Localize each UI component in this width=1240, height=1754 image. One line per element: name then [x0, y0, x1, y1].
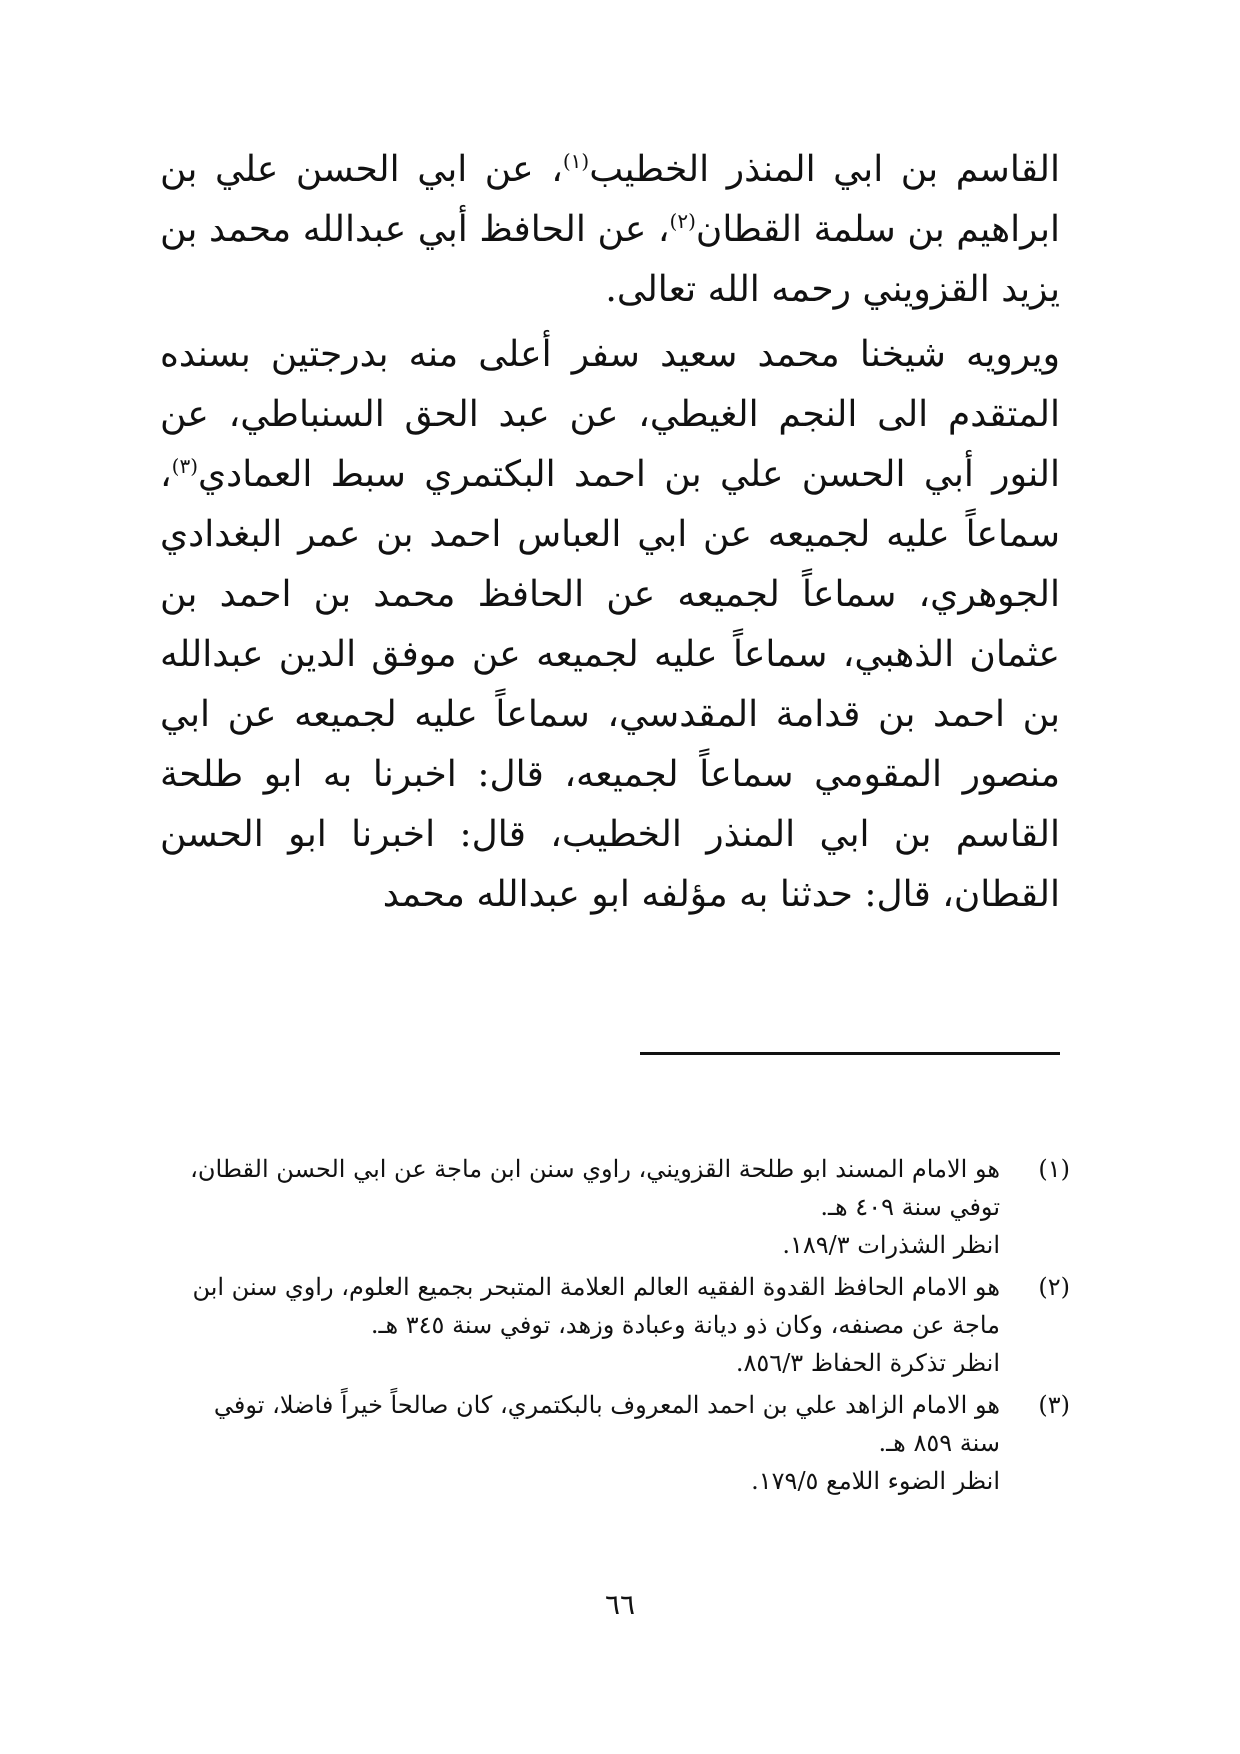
footnote-reference: انظر الشذرات ١٨٩/٣. — [782, 1231, 1000, 1259]
footnote-text: هو الامام المسند ابو طلحة القزويني، راوي سنن ابن ماجة عن ابي الحسن القطان، توفي سنة ٤٠٩ هـ. — [190, 1155, 1000, 1221]
footnote-ref-2: (٢) — [669, 209, 696, 233]
footnote-text: هو الامام الزاهد علي بن احمد المعروف بالبكتمري، كان صالحاً خيراً فاضلا، توفي سنة ٨٥٩ هـ. — [213, 1391, 1000, 1457]
footnote-number: (١) — [1038, 1155, 1070, 1183]
footnote-ref-1: (١) — [562, 149, 590, 173]
footnote-reference: انظر تذكرة الحفاظ ٨٥٦/٣. — [735, 1349, 1000, 1377]
paragraph-1-text-b: ، عن ابي الحسن علي بن ابراهيم بن سلمة القطان — [160, 149, 1060, 250]
footnote-separator — [640, 1052, 1060, 1055]
footnote-number: (٢) — [1038, 1273, 1070, 1301]
footnote-ref-3: (٣) — [171, 454, 198, 478]
footnote-reference: انظر الضوء اللامع ١٧٩/٥. — [751, 1467, 1000, 1495]
page-number: ٦٦ — [604, 1588, 636, 1621]
footnote-3 — [170, 1386, 1070, 1500]
paragraph-2-text-b: ، سماعاً عليه لجميعه عن ابي العباس احمد بن عمر البغدادي الجوهري، سماعاً لجميعه عن الحافظ محمد بن احمد بن عثمان الذهبي، سماعاً عليه لجميعه عن موفق الدين عبدالله بن احمد بن قدامة المقدسي، سماعاً عليه لجميعه عن ابي منصور المقومي سماعاً لجميعه، قال: اخبرنا به ابو طلحة القاسم بن ابي المنذر الخطيب، قال: اخبرنا ابو الحسن القطان، قال: حدثنا به مؤلفه ابو عبدالله محمد — [160, 454, 1060, 915]
paragraph-2-text-a: ويرويه شيخنا محمد سعيد سفر أعلى منه بدرجتين بسنده المتقدم الى النجم الغيطي، عن عبد الحق السنباطي، عن النور أبي الحسن علي بن احمد البكتمري سبط العمادي — [160, 334, 1060, 495]
paragraph-1-text-a: القاسم بن ابي المنذر الخطيب — [589, 149, 1060, 190]
footnotes — [170, 1150, 1070, 1504]
footnote-text: هو الامام الحافظ القدوة الفقيه العالم العلامة المتبحر بجميع العلوم، راوي سنن ابن ماجة عن مصنفه، وكان ذو ديانة وعبادة وزهد، توفي سنة ٣٤٥ هـ. — [192, 1273, 1000, 1339]
footnote-number: (٣) — [1038, 1391, 1070, 1419]
paragraph-2 — [160, 325, 1060, 925]
footnote-2 — [170, 1268, 1070, 1382]
footnote-1 — [170, 1150, 1070, 1264]
paragraph-1-text-c: ، عن الحافظ أبي عبدالله محمد بن يزيد القزويني رحمه الله تعالى. — [160, 209, 1060, 310]
paragraph-1 — [160, 140, 1060, 320]
